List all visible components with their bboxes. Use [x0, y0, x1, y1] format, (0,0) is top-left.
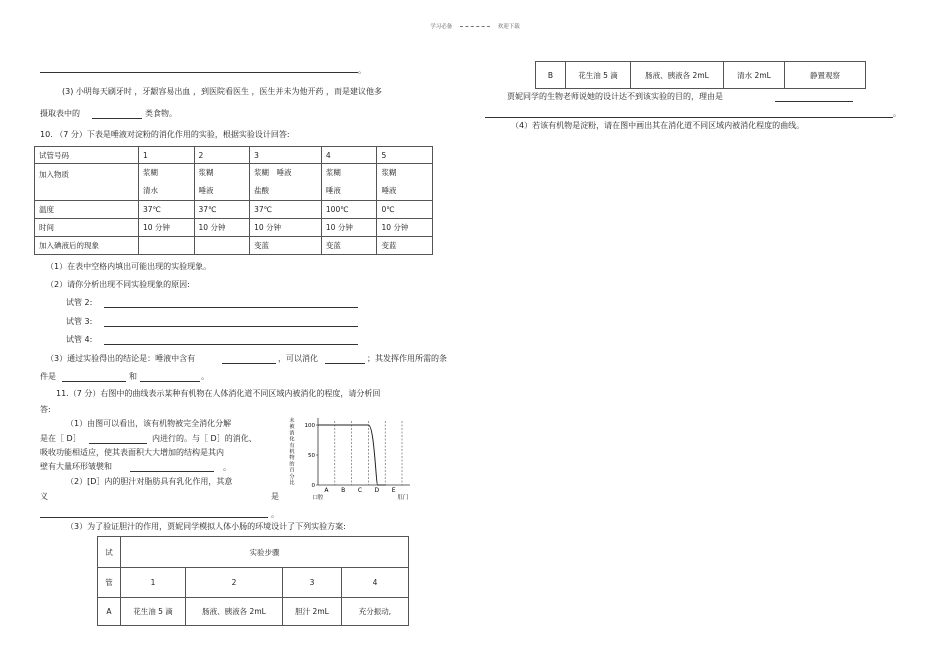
cell-line: 清水: [143, 186, 158, 195]
table-cell: 1: [121, 568, 186, 598]
table-row: [98, 598, 409, 626]
question-11-part-1b: 是在［ D］: [40, 434, 81, 443]
header-left: 学习必备: [430, 24, 453, 30]
question-11-part-1e: 壁有大量环形皱襞和: [40, 462, 112, 471]
table-cell: 0℃: [377, 201, 433, 219]
table-cell: 静置观察: [785, 62, 866, 89]
table-cell: 肠液、胰液各 2mL: [186, 598, 283, 626]
x-region-label: A: [324, 487, 329, 494]
answer-line: [62, 381, 126, 382]
question-11-title-2: 答:: [40, 405, 51, 414]
question-10-part-3f: 。: [201, 372, 209, 381]
y-axis-label-char: 化: [289, 436, 295, 443]
y-axis-ticks: [305, 423, 319, 489]
cell-line: 浆糊: [325, 168, 341, 177]
cell-line: 浆糊: [198, 168, 214, 177]
question-3-text-2a: 摄取表中的: [40, 109, 80, 118]
y-tick-label: 100: [304, 423, 315, 429]
question-4-text: （4）若该有机物是淀粉，请在图中画出其在消化道不同区域内被消化程度的曲线。: [511, 121, 805, 130]
table-cell: 花生油 5 滴: [121, 598, 186, 626]
table-cell: 胆汁 2mL: [283, 598, 342, 626]
table-cell: B: [536, 62, 566, 89]
answer-line: [89, 443, 147, 444]
table-cell: 充分振动,: [342, 598, 409, 626]
end-mark: 。: [893, 109, 901, 118]
table-header-cell: 试管号码: [35, 147, 139, 164]
question-11-part-1d: 吸收功能相适应，使其表面积大大增加的结构是其内: [40, 448, 224, 457]
question-11-part-1c: 内进行的。与［ D］的消化、: [152, 434, 257, 443]
table-row: [35, 147, 433, 164]
y-tick-label: 50: [308, 453, 315, 459]
table-cell: 变蓝: [250, 237, 322, 255]
question-10-part-3e: 和: [129, 372, 137, 381]
answer-line: [222, 363, 276, 364]
answer-line: [104, 344, 358, 345]
table-cell: [194, 237, 250, 255]
answer-line: [325, 363, 365, 364]
y-tick-label: 0: [311, 483, 315, 489]
table-cell: 加入碘液后的现象: [35, 237, 139, 255]
end-mark: 。: [358, 66, 366, 75]
x-sublabel-anus: 肛门: [397, 495, 409, 501]
answer-line: [104, 326, 358, 327]
table-header-cell: 1: [139, 147, 195, 164]
table-cell: 温度: [35, 201, 139, 219]
cell-line: 浆糊: [381, 168, 397, 177]
table-row: [35, 201, 433, 219]
y-axis-label-char: 物: [289, 455, 295, 462]
y-axis-label-char: 消: [289, 430, 295, 437]
answer-line: [104, 307, 358, 308]
answer-line: [92, 118, 142, 119]
question-10-part-3a: （3）通过实验得出的结论是：唾液中含有: [46, 354, 196, 363]
table-header-cell: 2: [194, 147, 250, 164]
experiment-table-row-b: [535, 61, 866, 89]
question-11-part-3: （3）为了验证胆汁的作用，贾妮同学模拟人体小肠的环境设计了下列实验方案:: [66, 522, 346, 531]
table-header-cell: 实验步骤: [121, 537, 409, 568]
experiment-table-10: [34, 146, 433, 255]
question-11-title: 11.（7 分）右图中的曲线表示某种有机物在人体消化道不同区域内被消化的程度，请分析回: [56, 389, 381, 398]
table-row: [35, 237, 433, 255]
y-axis-label-char: 被: [289, 424, 295, 431]
table-cell: 10 分钟: [250, 219, 322, 237]
question-11-part-2b: 义: [40, 492, 48, 501]
answer-line: [775, 101, 853, 102]
cell-line: 盐酸: [254, 186, 270, 195]
table-header-cell: 4: [321, 147, 377, 164]
cell-line: 浆糊 唾液: [254, 168, 292, 177]
x-sublabel-mouth: 口腔: [312, 495, 324, 501]
question-10-part-3c: ；其发挥作用所需的条: [367, 354, 447, 363]
header-right: 欢迎下载: [497, 24, 520, 30]
table-row: [98, 537, 409, 568]
question-3-text-2b: 类食物。: [145, 109, 177, 118]
table-cell: 变蓝: [321, 237, 377, 255]
question-11-part-2c: 是: [271, 492, 279, 501]
table-cell: 100℃: [321, 201, 377, 219]
x-region-label: E: [391, 487, 396, 494]
table-cell: [139, 164, 195, 201]
tube-2-label: 试管 2:: [66, 298, 93, 307]
question-11-part-1: （1）由图可以看出，该有机物被完全消化分解: [66, 419, 232, 428]
header-divider: [460, 26, 490, 27]
table-header-cell: 3: [250, 147, 322, 164]
table-cell: 37℃: [139, 201, 195, 219]
x-region-label: C: [357, 487, 363, 494]
end-mark: 。: [271, 510, 279, 519]
page-header: [0, 22, 950, 30]
y-axis-label: [289, 416, 295, 486]
table-cell: 试: [98, 537, 121, 568]
question-11-part-2: （2）[D］内的胆汁对脂肪具有乳化作用，其意: [66, 477, 233, 486]
cell-line: 唾液: [381, 186, 397, 195]
x-axis-region-labels: [324, 487, 395, 494]
x-region-label: B: [341, 487, 346, 494]
table-cell: 10 分钟: [194, 219, 250, 237]
table-cell: 花生油 5 滴: [566, 62, 631, 89]
experiment-table-11: [97, 536, 409, 626]
end-mark: 。: [223, 463, 231, 472]
table-cell: 管: [98, 568, 121, 598]
question-10-part-3b: ，可以消化: [278, 354, 318, 363]
table-row: [536, 62, 866, 89]
answer-line: [40, 72, 358, 73]
table-cell: [250, 164, 322, 201]
y-axis-label-char: 比: [289, 480, 295, 486]
table-header-cell: 5: [377, 147, 433, 164]
answer-line: [140, 381, 200, 382]
digestion-curve-figure: [286, 410, 424, 504]
table-cell: 37℃: [250, 201, 322, 219]
x-region-label: D: [374, 487, 380, 494]
question-3-text: (3) 小明每天刷牙时 ，牙龈容易出血 ，到医院看医生 ，医生并未为他开药 ，而是建议他多: [62, 87, 383, 96]
region-gridlines: [335, 421, 402, 485]
table-cell: 2: [186, 568, 283, 598]
cell-line: 唾液: [198, 186, 214, 195]
question-10-part-3d: 件是: [40, 372, 56, 381]
cell-line: 唾液: [325, 186, 341, 195]
y-axis-label-char: 百: [289, 467, 295, 474]
table-cell: 10 分钟: [321, 219, 377, 237]
table-cell: [139, 237, 195, 255]
table-cell: 10 分钟: [139, 219, 195, 237]
table-cell: [377, 164, 433, 201]
table-row: [98, 568, 409, 598]
table-cell: [321, 164, 377, 201]
table-cell: 变蓝: [377, 237, 433, 255]
table-cell: 加入物质: [35, 164, 139, 201]
table-cell: [194, 164, 250, 201]
answer-line: [130, 471, 214, 472]
answer-line: [40, 517, 268, 518]
tube-4-label: 试管 4:: [66, 335, 93, 344]
table-cell: 清水 2mL: [724, 62, 785, 89]
table-cell: 肠液、胰液各 2mL: [631, 62, 724, 89]
answer-line: [485, 117, 893, 118]
right-reason-text: 贾妮同学的生物老师说她的设计达不到该实验的目的，理由是: [507, 92, 723, 101]
table-row: [35, 219, 433, 237]
question-10-part-2: （2）请你分析出现不同实验现象的原因:: [46, 280, 190, 289]
tube-3-label: 试管 3:: [66, 317, 93, 326]
table-cell: A: [98, 598, 121, 626]
y-axis-label-char: 分: [289, 473, 295, 480]
table-row: [35, 164, 433, 201]
y-axis-label-char: 有: [289, 442, 295, 449]
digestion-curve-line: [318, 425, 385, 485]
table-cell: 37℃: [194, 201, 250, 219]
question-10-part-1: （1）在表中空格内填出可能出现的实验现象。: [46, 262, 212, 271]
y-axis-label-char: 的: [289, 461, 295, 468]
y-axis-label-char: 机: [289, 449, 295, 455]
table-cell: 3: [283, 568, 342, 598]
table-cell: 10 分钟: [377, 219, 433, 237]
table-cell: 时间: [35, 219, 139, 237]
cell-line: 浆糊: [143, 168, 158, 177]
y-axis-label-char: 未: [289, 418, 295, 424]
question-10-title: 10. （7 分）下表是唾液对淀粉的消化作用的实验，根据实验设计回答:: [40, 130, 290, 139]
table-cell: 4: [342, 568, 409, 598]
